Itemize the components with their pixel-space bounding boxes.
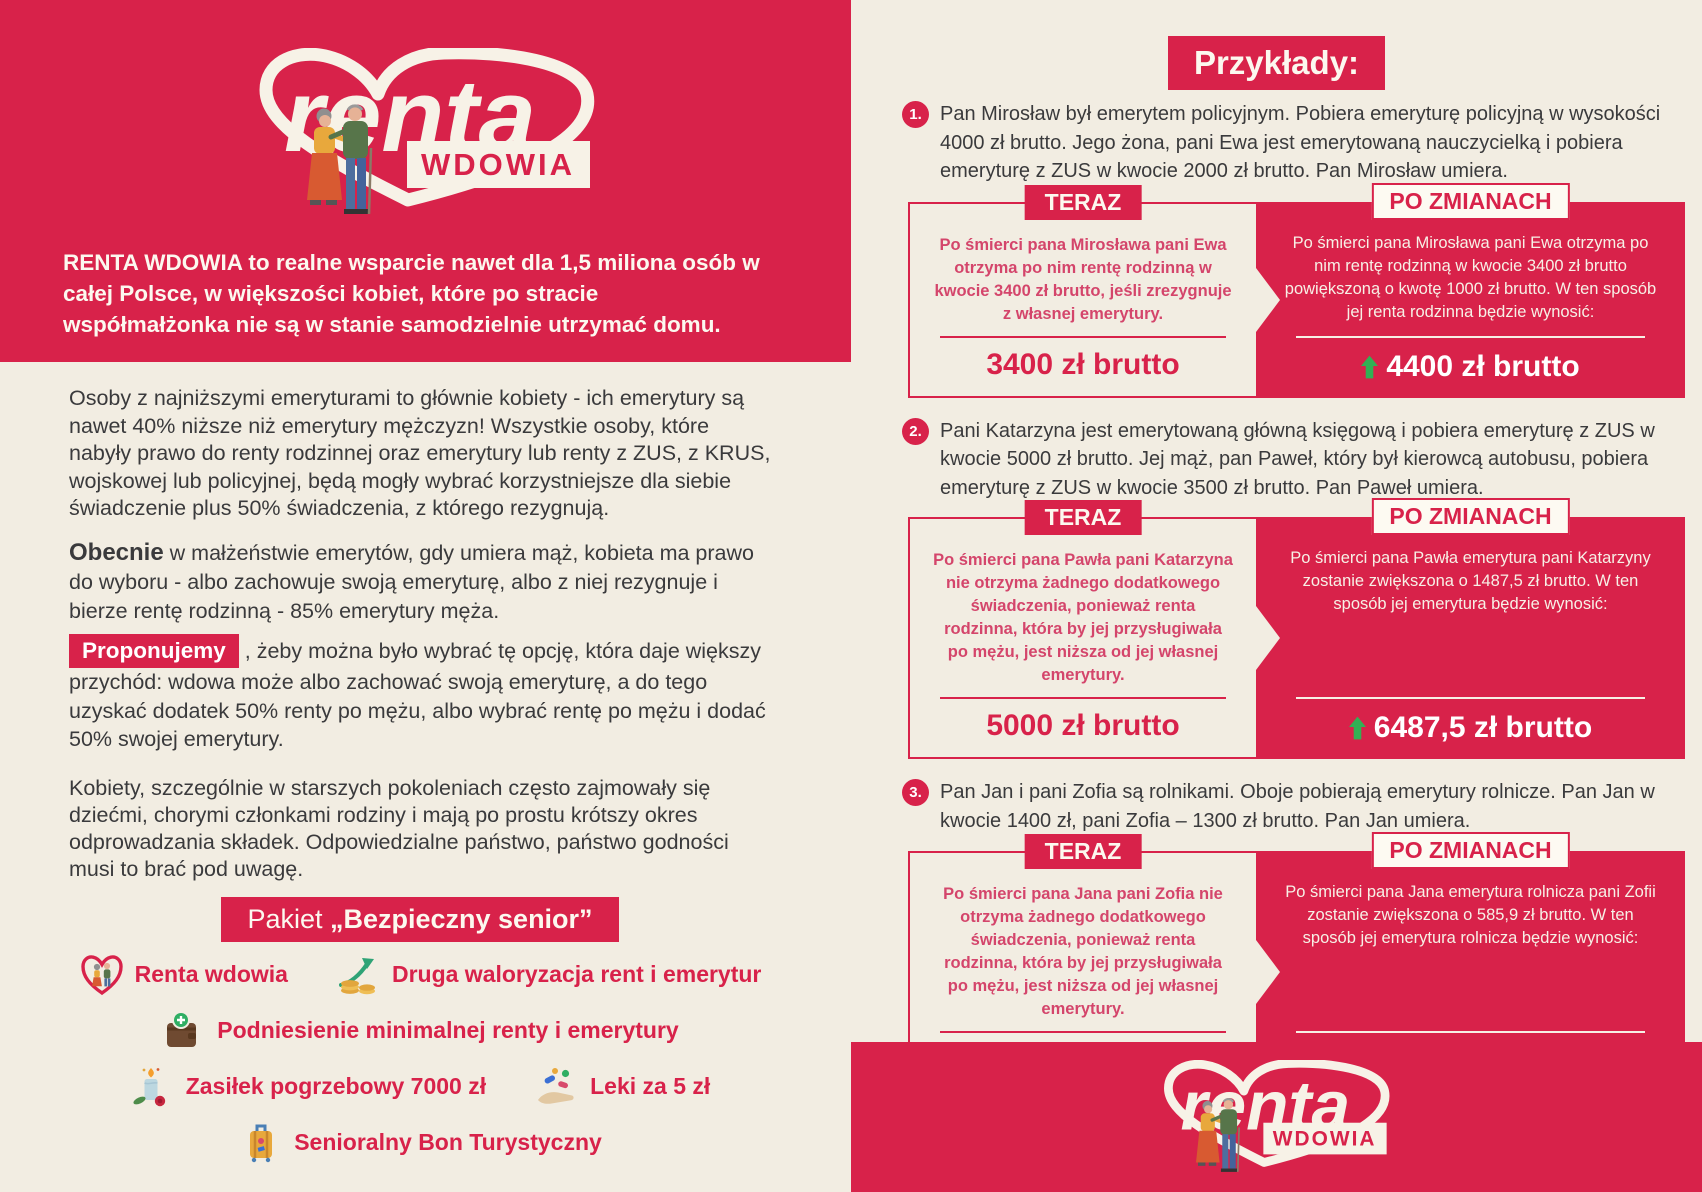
after-label: PO ZMIANACH	[1371, 498, 1569, 535]
now-amount: 5000 zł brutto	[986, 709, 1180, 742]
after-label: PO ZMIANACH	[1371, 183, 1569, 220]
divider	[1296, 336, 1645, 338]
funeral-candle-icon	[130, 1064, 176, 1110]
divider	[1296, 697, 1645, 699]
after-text: Po śmierci pana Mirosława pani Ewa otrzyma po nim rentę rodzinną w kwocie 3400 zł brutto powiększoną o kwotę 1000 zł brutto. W ten sposób jej renta rodzinna będzie wynosić:	[1284, 233, 1657, 321]
after-box	[1256, 503, 1685, 759]
divider	[940, 336, 1226, 338]
item-row-1	[69, 952, 771, 998]
renta-wdowia-logo	[1163, 1060, 1390, 1174]
now-box	[908, 188, 1256, 398]
body-paragraph-1: Osoby z najniższymi emeryturami to głównie kobiety - ich emerytury są nawet 40% niższe niż emerytury mężczyzn! Wszystkie osoby, które nabyły prawo do renty rodzinnej oraz emerytury lub renty z ZUS, z KRUS, wojskowej lub policyjnej, będą mogły wybrać korzystniejsze dla siebie świadczenie plus 50% świadczenia, z którego rezygnują.	[69, 386, 771, 520]
arrow-notch	[1256, 606, 1280, 670]
arrow-notch	[1256, 940, 1280, 1004]
now-text: Po śmierci pana Mirosława pani Ewa otrzyma po nim rentę rodzinną w kwocie 3400 zł brutto, jeśli zrezygnuje z własnej emerytury.	[934, 235, 1232, 323]
hero-statement: RENTA WDOWIA to realne wsparcie nawet dla 1,5 miliona osób w całej Polsce, w większości kobiet, które po stracie współmałżonka nie są w stanie samodzielnie utrzymać domu.	[63, 250, 760, 337]
example-2	[908, 417, 1685, 760]
after-amount-value: 4400 zł brutto	[1386, 349, 1580, 383]
coins-growth-icon	[336, 952, 382, 998]
example-1	[908, 100, 1685, 398]
item-row-3	[69, 1064, 771, 1110]
after-box	[1256, 187, 1685, 398]
example-intro-text: Pani Katarzyna jest emerytowaną główną księgową i pobiera emeryturę z ZUS w kwocie 5000 zł brutto. Jej mąż, pan Paweł, który był kierowcą autobusu, pobiera emeryturę z ZUS w kwocie 3500 zł brutto. Pan Paweł umiera.	[940, 419, 1655, 499]
renta-wdowia-logo	[258, 48, 595, 217]
now-box	[908, 504, 1256, 759]
item-row-2	[69, 1008, 771, 1054]
package-title-regular: Pakiet	[247, 903, 330, 934]
after-amount	[1284, 350, 1657, 384]
package-items	[69, 952, 771, 1166]
after-label: PO ZMIANACH	[1371, 832, 1569, 869]
divider	[940, 697, 1226, 699]
arrow-notch	[1256, 268, 1280, 332]
suitcase-icon	[238, 1120, 284, 1166]
now-text: Po śmierci pana Jana pani Zofia nie otrzyma żadnego dodatkowego świadczenia, ponieważ renta rodzinna, która by jej przysługiwała po mężu, jest niższa od jej własnej emerytury.	[943, 885, 1223, 1018]
example-number-badge: 1.	[902, 101, 929, 128]
now-label: TERAZ	[1025, 834, 1142, 869]
example-number-badge: 3.	[902, 779, 929, 806]
item-label: Senioralny Bon Turystyczny	[294, 1129, 602, 1155]
body-paragraph-4: Kobiety, szczególnie w starszych pokoleniach często zajmowały się dziećmi, chorymi członkami rodziny i mają po prostu krótszy okres odprowadzania składek. Odpowiedzialne państwo, państwo godności musi to brać pod uwagę.	[69, 775, 729, 881]
hand-pills-icon	[534, 1064, 580, 1110]
header-banner	[0, 0, 851, 362]
now-amount: 3400 zł brutto	[986, 347, 1180, 381]
divider	[940, 1031, 1226, 1033]
after-text: Po śmierci pana Jana emerytura rolnicza pani Zofii zostanie zwiększona o 585,9 zł brutto. W ten sposób jej emerytura rolnicza będzie wynosić:	[1285, 883, 1656, 947]
list-item	[130, 1064, 486, 1110]
item-row-4	[69, 1120, 771, 1166]
paragraph-2-lead: Obecnie	[69, 538, 164, 566]
body-paragraph-2	[69, 538, 771, 626]
list-item	[336, 952, 761, 998]
example-number-badge: 2.	[902, 418, 929, 445]
example-1-comparison	[908, 187, 1685, 398]
package-title	[221, 897, 618, 942]
wallet-plus-icon	[161, 1008, 207, 1054]
right-column	[851, 0, 1702, 1192]
increase-arrow-icon	[1349, 716, 1366, 740]
after-text: Po śmierci pana Pawła emerytura pani Katarzyny zostanie zwiększona o 1487,5 zł brutto. W ten sposób jej emerytura będzie wynosić:	[1290, 549, 1651, 613]
examples-title: Przykłady:	[1168, 36, 1385, 90]
item-label: Podniesienie minimalnej renty i emerytury	[217, 1017, 679, 1043]
example-intro-text: Pan Jan i pani Zofia są rolnikami. Oboje pobierają emerytury rolnicze. Pan Jan w kwocie 1400 zł, pani Zofia – 1300 zł brutto. Pan Jan umiera.	[940, 781, 1655, 832]
proposal-highlight: Proponujemy	[69, 634, 239, 669]
item-label: Zasiłek pogrzebowy 7000 zł	[185, 1073, 487, 1099]
paragraph-2-text: w małżeństwie emerytów, gdy umiera mąż, kobieta ma prawo do wyboru - albo zachowuje swoją emeryturę, albo z niej rezygnuje i bierze rentę rodzinną - 85% emerytury męża.	[69, 540, 754, 623]
example-3-intro	[908, 778, 1685, 835]
now-text: Po śmierci pana Pawła pani Katarzyna nie otrzyma żadnego dodatkowego świadczenia, ponieważ renta rodzinna, która by jej przysługiwała po mężu, jest niższa od jej własnej emerytury.	[933, 551, 1233, 684]
example-1-intro	[908, 100, 1685, 186]
paragraph-3-text: , żeby można było wybrać tę opcję, która daje większy przychód: wdowa może albo zachować swoją emeryturę, a do tego uzyskać dodatek 50% renty po mężu, albo wybrać rentę po mężu i dodać 50% swojej emerytury.	[69, 638, 766, 751]
footer-banner	[851, 1042, 1702, 1192]
after-amount	[1284, 711, 1657, 745]
left-body	[0, 362, 851, 1166]
body-paragraph-3	[69, 634, 771, 754]
list-item	[161, 1008, 678, 1054]
item-label: Leki za 5 zł	[590, 1073, 711, 1099]
list-item	[534, 1064, 710, 1110]
example-intro-text: Pan Mirosław był emerytem policyjnym. Pobiera emeryturę policyjną w wysokości 4000 zł brutto. Jego żona, pani Ewa jest emerytowaną nauczycielką i pobiera emeryturę z ZUS w kwocie 2000 zł brutto. Pan Mirosław umiera.	[940, 103, 1661, 182]
increase-arrow-icon	[1361, 355, 1378, 379]
package-title-bold: „Bezpieczny senior”	[329, 903, 593, 934]
after-amount-value: 6487,5 zł brutto	[1373, 711, 1593, 744]
now-label: TERAZ	[1025, 185, 1142, 220]
now-label: TERAZ	[1025, 500, 1142, 535]
item-label: Druga waloryzacja rent i emerytur	[391, 961, 762, 987]
couple-heart-icon	[79, 952, 125, 998]
item-label: Renta wdowia	[134, 961, 288, 987]
example-2-intro	[908, 417, 1685, 503]
list-item	[79, 952, 288, 998]
divider	[1296, 1031, 1645, 1033]
example-2-comparison	[908, 503, 1685, 759]
list-item	[238, 1120, 602, 1166]
